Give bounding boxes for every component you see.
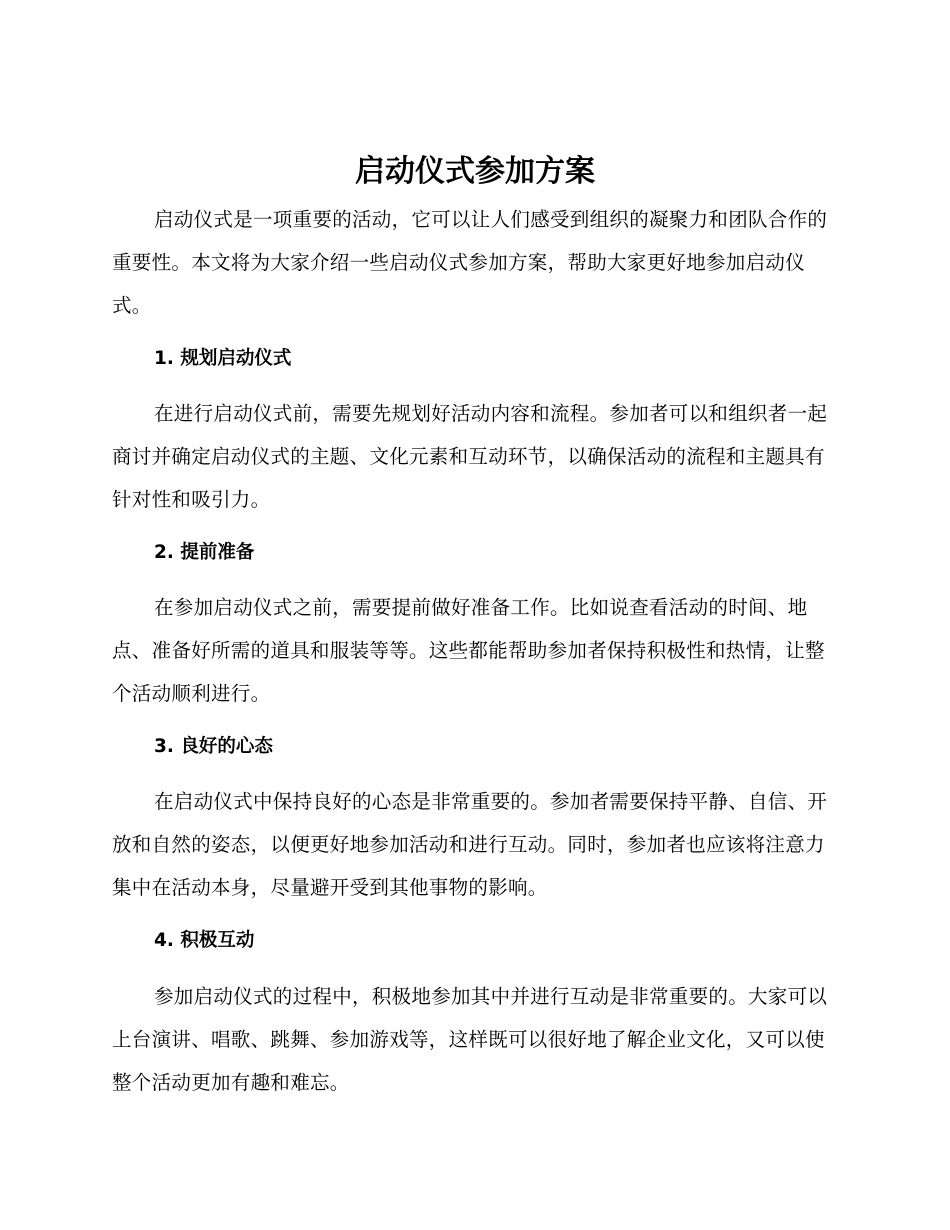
section-heading-4: 4. 积极互动 [154, 930, 255, 951]
section-heading-2: 2. 提前准备 [154, 542, 255, 563]
section-heading-3: 3. 良好的心态 [154, 736, 273, 757]
section-body-1: 在进行启动仪式前，需要先规划好活动内容和流程。参加者可以和组织者一起商讨并确定启动仪式的主题、文化元素和互动环节，以确保活动的流程和主题具有针对性和吸引力。 [112, 402, 828, 511]
intro-paragraph: 启动仪式是一项重要的活动，它可以让人们感受到组织的凝聚力和团队合作的重要性。本文将为大家介绍一些启动仪式参加方案，帮助大家更好地参加启动仪式。 [112, 208, 828, 317]
section-heading-1: 1. 规划启动仪式 [154, 348, 292, 369]
section-body-2: 在参加启动仪式之前，需要提前做好准备工作。比如说查看活动的时间、地点、准备好所需的道具和服装等等。这些都能帮助参加者保持积极性和热情，让整个活动顺利进行。 [112, 596, 825, 705]
section-body-4: 参加启动仪式的过程中，积极地参加其中并进行互动是非常重要的。大家可以上台演讲、唱歌、跳舞、参加游戏等，这样既可以很好地了解企业文化，又可以使整个活动更加有趣和难忘。 [112, 985, 828, 1094]
section-body-3: 在启动仪式中保持良好的心态是非常重要的。参加者需要保持平静、自信、开放和自然的姿态，以便更好地参加活动和进行互动。同时，参加者也应该将注意力集中在活动本身，尽量避开受到其他事物的影响。 [112, 790, 828, 899]
document-title: 启动仪式参加方案 [355, 154, 595, 189]
